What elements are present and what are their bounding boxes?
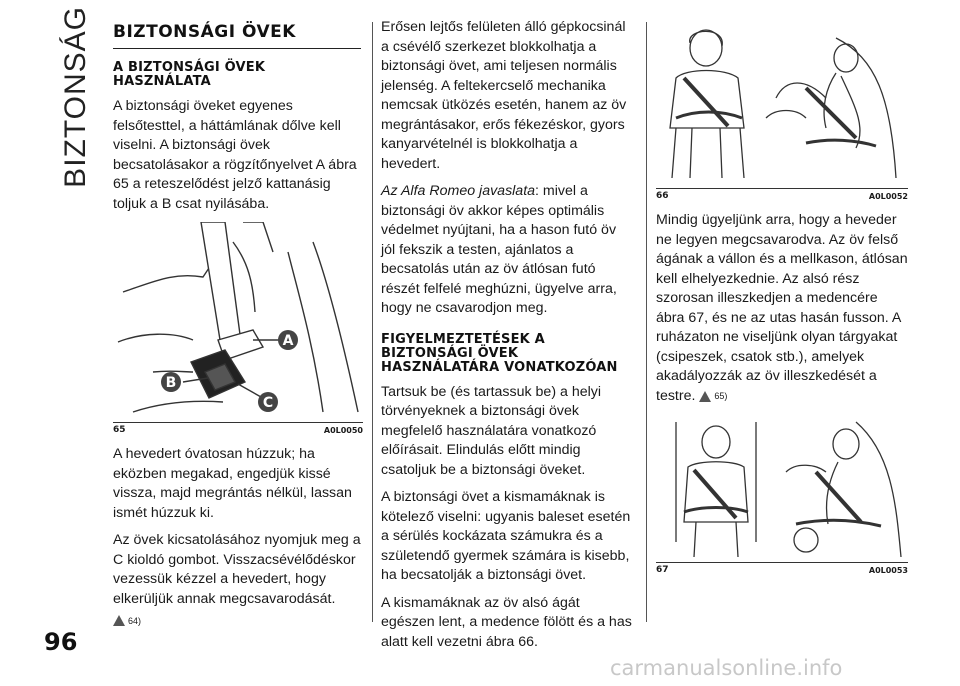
section-title: BIZTONSÁGI ÖVEK [113, 22, 296, 42]
paragraph: Az Alfa Romeo javaslata: mivel a biztonsági öv akkor képes optimális védelmet nyújtani, ha a hason futó öv jól fekszik a testen, ajánlatos a becsatolás után az öv átlósan futó részét felfelé meghúzni, ügyelve arra, hogy ne csavarodjon meg. [381, 183, 617, 316]
figure-caption [656, 188, 908, 201]
fig65-label-b: B [165, 375, 177, 391]
figure-caption [656, 562, 908, 575]
paragraph: A biztonsági övet a kismamáknak is kötelező viselni: ugyanis baleset esetén a sérülés kockázata számukra és a születendő gyermek számára is kisebb, ha becsatolják a biztonsági övet. [381, 489, 631, 583]
fig65-label-c: C [262, 395, 274, 411]
figure-number: 65 [113, 425, 126, 435]
figure-number: 66 [656, 191, 669, 201]
figure-code: A0L0050 [323, 425, 363, 435]
figure-number: 67 [656, 565, 669, 575]
figure-code: A0L0052 [868, 191, 908, 201]
paragraph: Tartsuk be (és tartassuk be) a helyi törvényeknek a biztonsági övek megfelelő használatára vonatkozó előírásait. Elindulás előtt mindig csatoljuk be a biztonsági öveket. [381, 383, 602, 478]
paragraph: A kismamáknak az öv alsó ágát egészen lent, a medence fölött és a has alatt kell vezetni ábra 66. [381, 594, 632, 650]
paragraph: A biztonsági öveket egyenes felsőtesttel, a háttámlának dőlve kell viselni. A biztonsági övek becsatolásakor a rögzítőnyelvet A ábra 65 a reteszelődést jelző kattanásig toljuk a B csat nyilásába. [113, 98, 357, 212]
figure-66 [656, 18, 908, 201]
figure-code: A0L0053 [868, 565, 908, 575]
seatbelt-buckle-illustration [113, 222, 363, 422]
subsection-title-warnings: FIGYELMEZTETÉSEK A BIZTONSÁGI ÖVEK HASZNÁLATÁRA VONATKOZÓAN [381, 331, 618, 375]
watermark: carmanualsonline.info [610, 656, 843, 680]
warning-icon [113, 615, 125, 626]
fig65-label-a: A [282, 333, 294, 349]
paragraph: Erősen lejtős felületen álló gépkocsinál a csévélő szerkezet blokkolhatja a biztonsági övet, ami teljesen normális jelenség. A feltekercselő mechanika nemcsak ütközés esetén, hanem az öv megrántásakor, erős fékezéskor, gyors kanyarvételnél is blokkolhatja a hevedert. [381, 19, 627, 172]
paragraph: Az övek kicsatolásához nyomjuk meg a C kioldó gombot. Visszacsévélődéskor vezessük kézzel a hevedert, hogy elkerüljük annak megcsavarodását. [113, 532, 361, 607]
page-number: 96 [44, 628, 78, 656]
column-2 [381, 18, 633, 660]
figure-caption [113, 422, 363, 435]
paragraph: A hevedert óvatosan húzzuk; ha eközben megakad, engedjük kissé vissza, majd megrántás nélkül, lassan ismét húzzuk ki. [113, 446, 352, 521]
column-divider-left [372, 22, 373, 622]
section-title-rule [113, 48, 361, 49]
warning-reference: 64) [113, 615, 141, 626]
warning-icon [699, 391, 711, 402]
figure-65 [113, 222, 363, 435]
seated-passenger-seatbelt-illustration [656, 412, 906, 562]
side-section-title: BIZTONSÁG [59, 6, 92, 188]
column-divider-right [646, 22, 647, 622]
warning-reference: 65) [699, 387, 727, 407]
paragraph: Mindig ügyeljünk arra, hogy a heveder ne legyen megcsavarodva. Az öv felső ágának a vállon és a mellkason, átlósan kell elhelyezkednie. Az alsó rész szorosan illeszkedjen a medencére ábra 67, és ne az utas hasán fusson. A ruházaton ne viseljünk olyan tárgyakat (csipeszek, csatok stb.), amelyek akadályozzák az öv illeszkedését a testre. 65) [656, 211, 908, 406]
recommendation-label: Az Alfa Romeo javaslata [381, 183, 536, 199]
subsection-title-usage: A BIZTONSÁGI ÖVEK HASZNÁLATA [113, 60, 266, 89]
pregnant-woman-seatbelt-illustration [656, 18, 906, 188]
column-1 [113, 18, 363, 633]
column-3 [656, 18, 908, 585]
figure-67 [656, 412, 908, 575]
